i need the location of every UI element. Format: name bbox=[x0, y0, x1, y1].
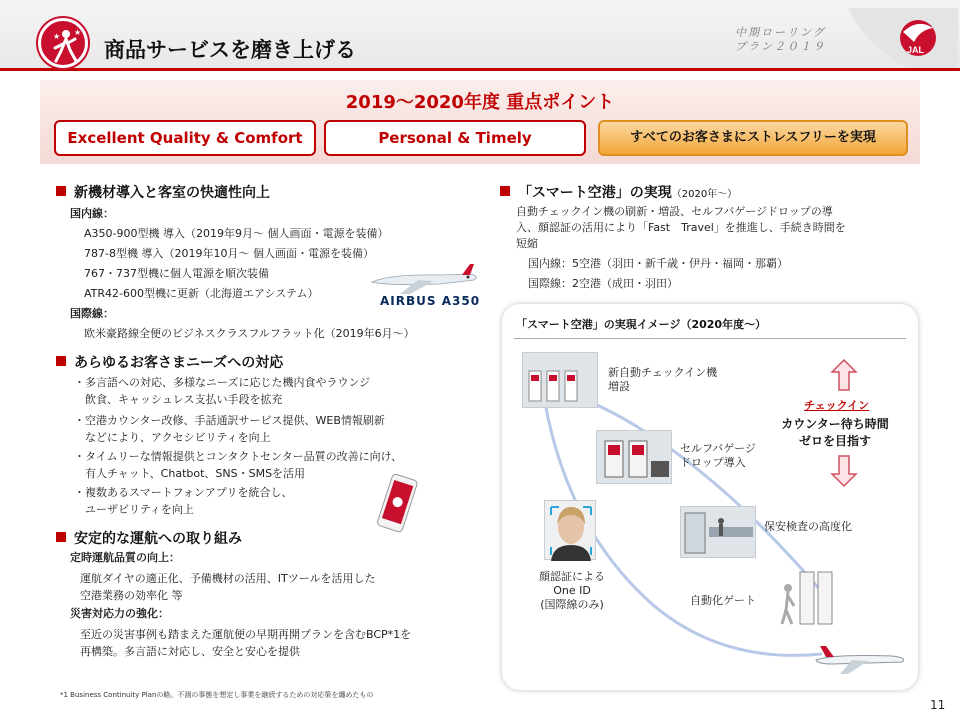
list-item bbox=[74, 484, 292, 518]
caption-line: (国際線のみ) bbox=[540, 598, 604, 611]
list-item bbox=[74, 412, 385, 446]
disaster-text bbox=[80, 626, 411, 660]
checkin-goal-text bbox=[770, 416, 900, 450]
list-item-line: などにより、アクセシビリティを向上 bbox=[74, 431, 271, 444]
security-check-image bbox=[680, 506, 756, 558]
text-line: 空港業務の効率化 等 bbox=[80, 589, 183, 602]
plan-label bbox=[735, 26, 835, 54]
smart-airport-description bbox=[516, 204, 846, 252]
disaster-label: 災害対応力の強化： bbox=[70, 607, 169, 620]
section-smart-airport-heading bbox=[500, 182, 737, 202]
text-line: カウンター待ち時間 bbox=[781, 417, 889, 431]
domestic-label: 国内線： bbox=[70, 207, 114, 220]
list-item-line: ・多言語への対応、多様なニーズに応じた機内食やラウンジ bbox=[74, 376, 371, 389]
domestic-item: A350-900型機 導入（2019年9月～ 個人画面・電源を装備） bbox=[84, 227, 389, 240]
section-customer-needs-heading bbox=[56, 352, 283, 372]
checkin-link: チェックイン bbox=[804, 399, 870, 412]
smart-domestic: 国内線：5空港（羽田・新千歳・伊丹・福岡・那覇） bbox=[528, 257, 788, 270]
domestic-item: 767・737型機に個人電源を順次装備 bbox=[84, 267, 269, 280]
domestic-item: 787-8型機 導入（2019年10月～ 個人画面・電源を装備） bbox=[84, 247, 374, 260]
focus-title: 2019～2020年度 重点ポイント bbox=[345, 92, 615, 113]
caption-line: セルフバゲージ bbox=[680, 442, 756, 455]
caption-bag-drop bbox=[680, 442, 756, 470]
svg-text:★: ★ bbox=[53, 32, 61, 41]
text-line: 自動チェックイン機の刷新・増設、セルフバゲージドロップの導 bbox=[516, 205, 833, 218]
smart-box-title: 「スマート空港」の実現イメージ（2020年度～） bbox=[516, 318, 767, 331]
international-label: 国際線： bbox=[70, 307, 114, 320]
text-line: 入、顔認証の活用により「Fast Travel」を推進し、手続き時間を bbox=[516, 221, 846, 234]
list-item bbox=[74, 374, 370, 408]
airbus-a350-logo: AIRBUS A350 bbox=[380, 294, 481, 308]
list-item-line: ・複数あるスマートフォンアプリを統合し、 bbox=[74, 486, 293, 499]
checkin-kiosk-image bbox=[522, 352, 598, 408]
section-title: 「スマート空港」の実現 bbox=[518, 185, 672, 201]
list-item-line: ユーザビリティを向上 bbox=[74, 503, 194, 516]
page-title: 商品サービスを磨き上げる bbox=[104, 38, 356, 62]
airplane-icon bbox=[812, 640, 912, 676]
arrow-down-icon bbox=[830, 454, 858, 488]
caption-face-id bbox=[526, 570, 618, 612]
smartphone-icon bbox=[376, 474, 418, 534]
section-marker bbox=[500, 186, 510, 196]
domestic-item: ATR42-600型機に更新（北海道エアシステム） bbox=[84, 287, 319, 300]
traveler-logo-icon bbox=[38, 18, 88, 68]
plan-label-line1: 中期ローリング bbox=[735, 26, 826, 39]
list-item-line: ・タイムリーな情報提供とコンタクトセンター品質の改善に向け、 bbox=[74, 450, 403, 463]
jal-brand-text: JAL bbox=[907, 45, 925, 55]
bag-drop-image bbox=[596, 430, 672, 484]
list-item bbox=[74, 448, 402, 482]
caption-line: ドロップ導入 bbox=[680, 456, 746, 469]
caption-line: 新自動チェックイン機 bbox=[608, 366, 718, 379]
section-title: 新機材導入と客室の快適性向上 bbox=[74, 185, 270, 201]
section-marker bbox=[56, 532, 66, 542]
section-stable-ops-heading bbox=[56, 528, 242, 548]
page-number: 11 bbox=[930, 698, 946, 712]
list-item-line: ・空港カウンター改修、手話通訳サービス提供、WEB情報刷新 bbox=[74, 414, 385, 427]
caption-auto-gate: 自動化ゲート bbox=[690, 594, 756, 607]
focus-pill-personal: Personal & Timely bbox=[324, 120, 586, 156]
text-line: ゼロを目指す bbox=[798, 434, 871, 448]
section-title: 安定的な運航への取り組み bbox=[74, 531, 242, 547]
arrow-up-icon bbox=[830, 358, 858, 392]
ontime-label: 定時運航品質の向上： bbox=[70, 551, 180, 564]
section-marker bbox=[56, 356, 66, 366]
caption-line: One ID bbox=[553, 584, 591, 597]
text-line: 運航ダイヤの適正化、予備機材の活用、ITツールを活用した bbox=[80, 572, 376, 585]
international-item: 欧米豪路線全便のビジネスクラスフルフラット化（2019年6月～） bbox=[84, 327, 415, 340]
face-recognition-image bbox=[544, 500, 596, 560]
caption-security: 保安検査の高度化 bbox=[764, 520, 852, 533]
caption-line: 増設 bbox=[608, 380, 630, 393]
smart-international: 国際線：2空港（成田・羽田） bbox=[528, 277, 678, 290]
footnote: *1 Business Continuity Planの略。不測の事態を想定し事業を継続するための対応策を纏めたもの bbox=[60, 691, 374, 699]
a350-airplane-image bbox=[370, 262, 482, 298]
svg-text:★: ★ bbox=[74, 28, 82, 37]
section-title-note: （2020年～） bbox=[671, 189, 738, 200]
ontime-text bbox=[80, 570, 376, 604]
list-item-line: 有人チャット、Chatbot、SNS・SMSを活用 bbox=[74, 467, 306, 480]
section-title: あらゆるお客さまニーズへの対応 bbox=[74, 355, 284, 371]
text-line: 至近の災害事例も踏まえた運航便の早期再開プランを含むBCP*1を bbox=[80, 628, 412, 641]
header-accent-bar bbox=[0, 68, 960, 71]
caption-checkin-kiosk bbox=[608, 366, 717, 394]
jal-crane-logo-icon bbox=[848, 8, 958, 68]
section-new-aircraft-heading bbox=[56, 182, 270, 202]
text-line: 再構築。多言語に対応し、安全と安心を提供 bbox=[80, 645, 300, 658]
list-item-line: 飲食、キャッシュレス支払い手段を拡充 bbox=[74, 393, 283, 406]
focus-points-panel bbox=[40, 80, 920, 164]
focus-pill-stressfree: すべてのお客さまにストレスフリーを実現 bbox=[598, 120, 908, 156]
focus-pill-quality: Excellent Quality & Comfort bbox=[54, 120, 316, 156]
auto-gate-image bbox=[774, 566, 844, 630]
caption-line: 顔認証による bbox=[539, 570, 605, 583]
section-marker bbox=[56, 186, 66, 196]
plan-label-line2: プラン２０１９ bbox=[735, 40, 826, 53]
text-line: 短縮 bbox=[516, 237, 538, 250]
